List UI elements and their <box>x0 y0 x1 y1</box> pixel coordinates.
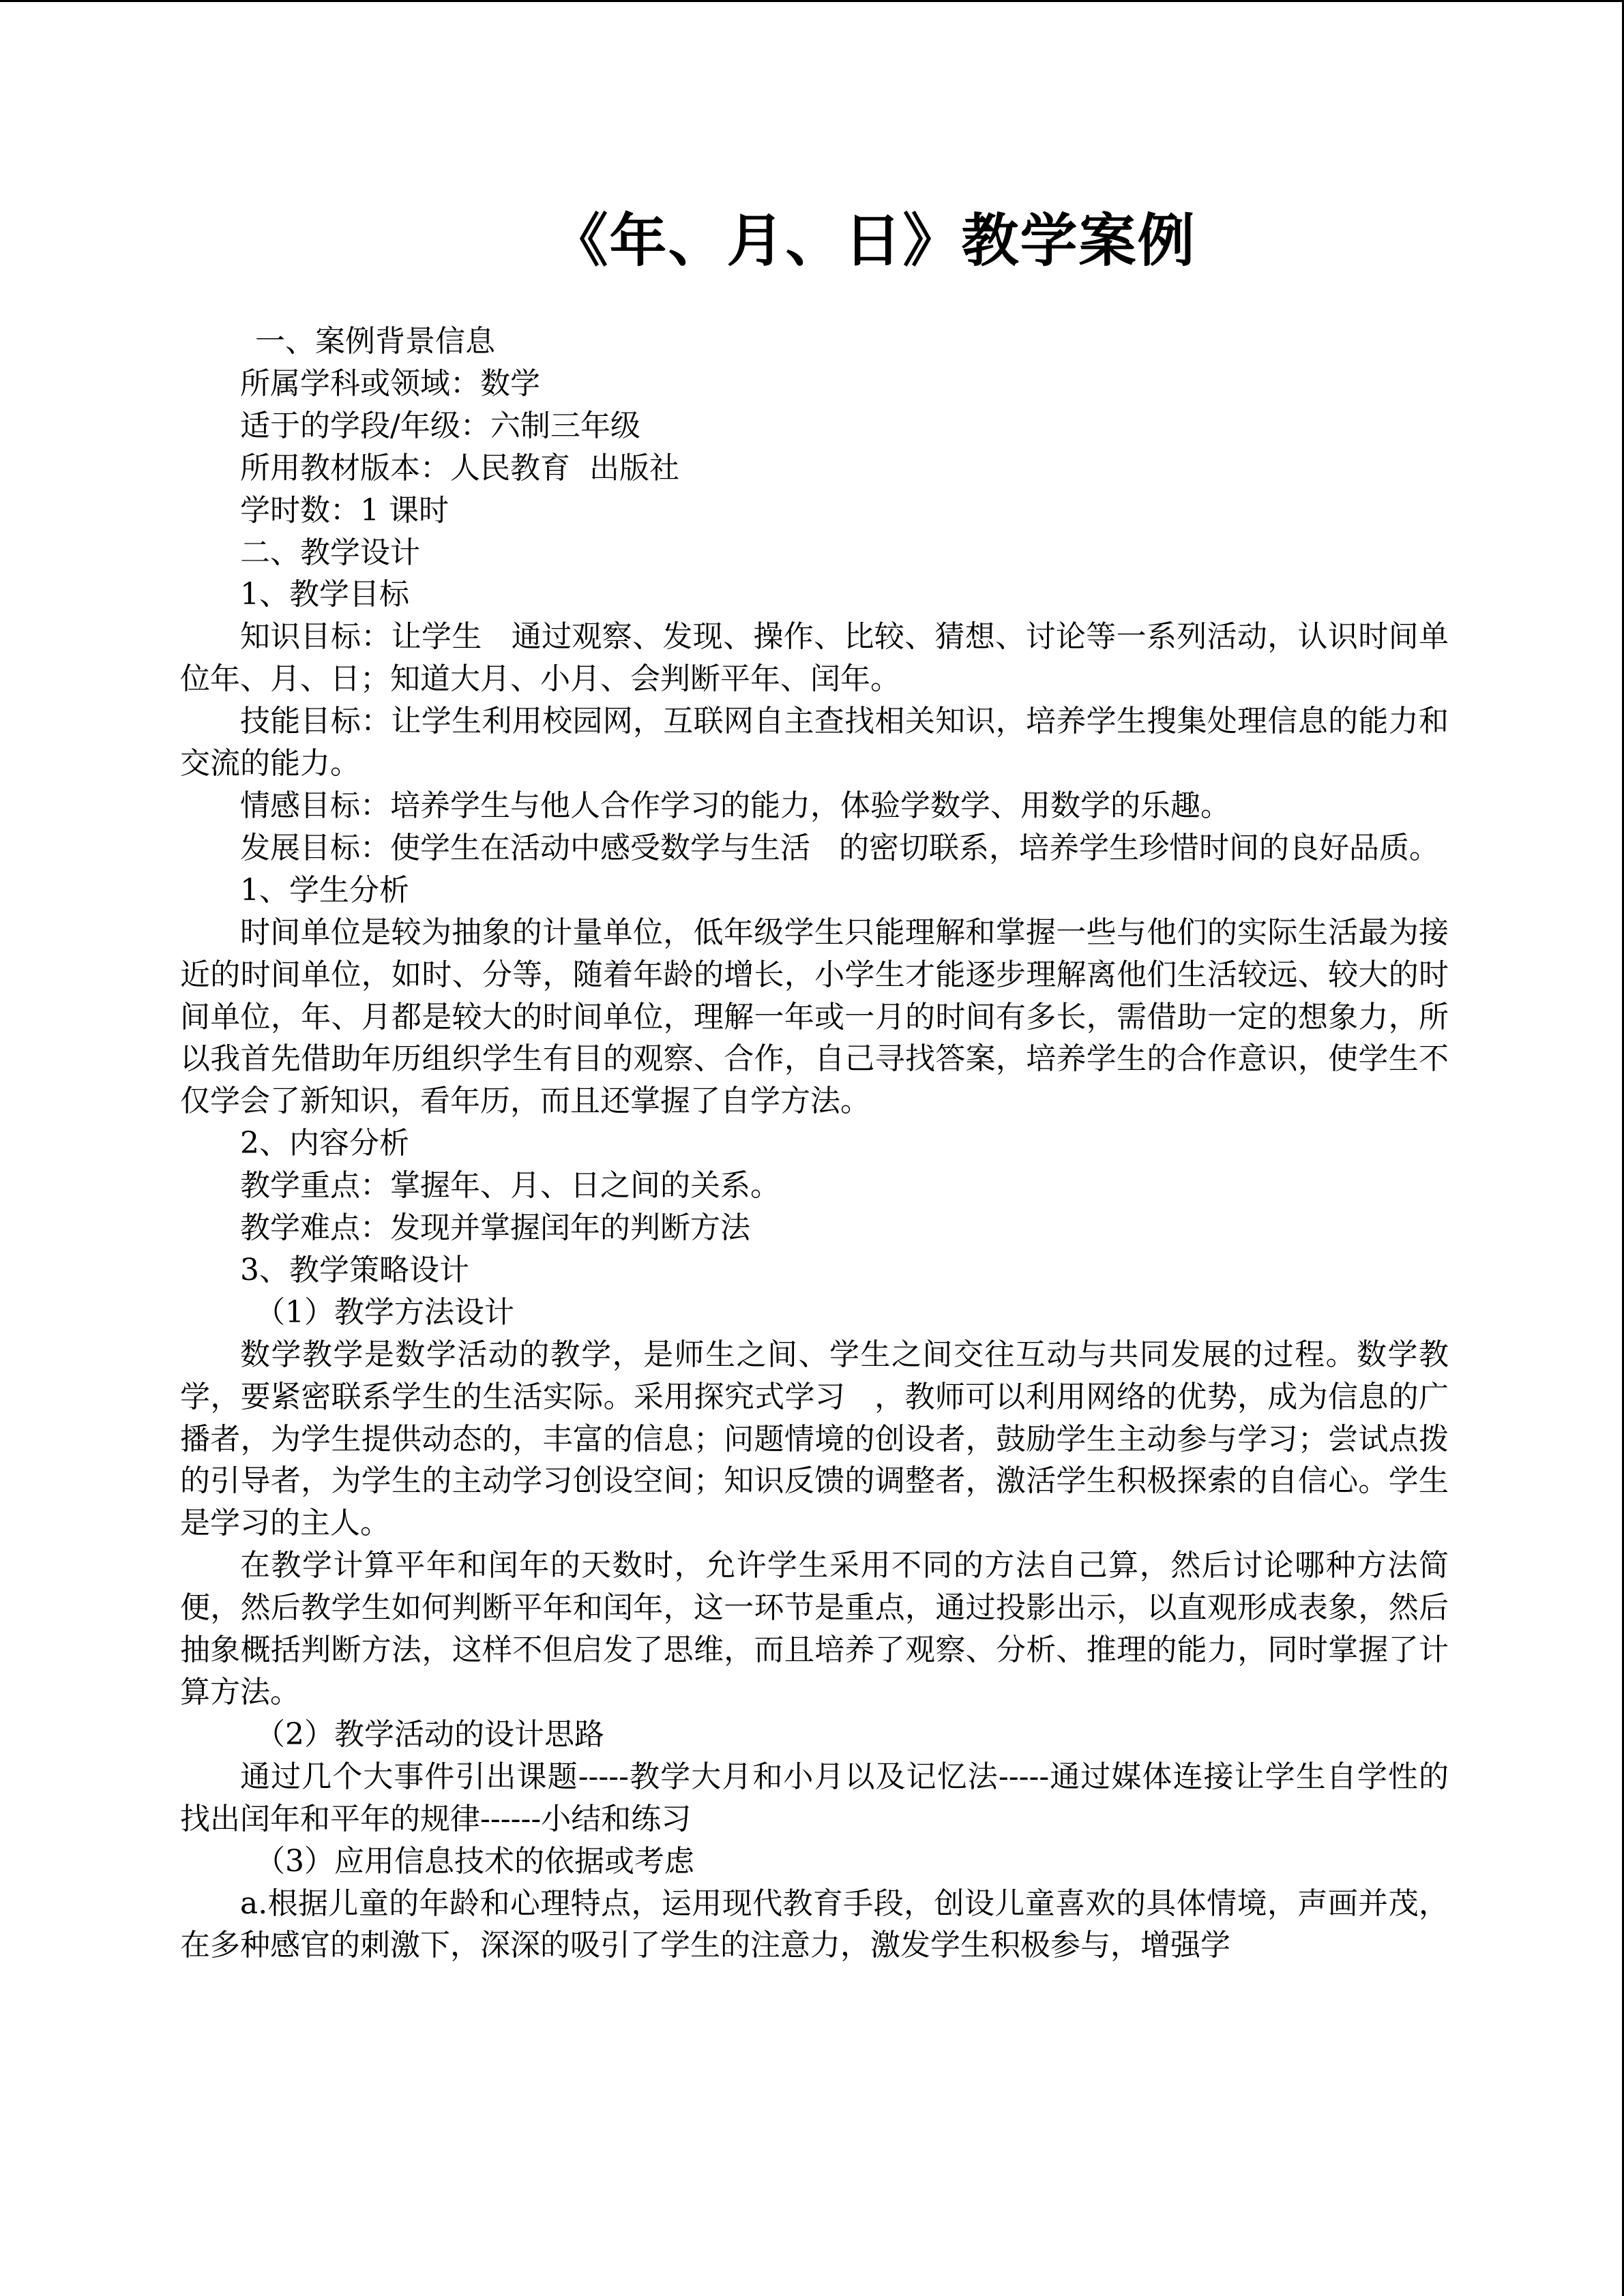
paragraph: 通过几个大事件引出课题-----教学大月和小月以及记忆法-----通过媒体连接让学生自学性的找出闰年和平年的规律------小结和练习 <box>180 1759 1449 1836</box>
paragraph: 情感目标：培养学生与他人合作学习的能力，体验学数学、用数学的乐趣。 <box>240 788 1230 823</box>
paragraph: 二、教学设计 <box>240 535 420 570</box>
page-border-top <box>0 0 1624 2</box>
paragraph: 教学难点：发现并掌握闰年的判断方法 <box>240 1210 750 1246</box>
paragraph: 在教学计算平年和闰年的天数时，允许学生采用不同的方法自己算，然后讨论哪种方法简便，然后教学生如何判断平年和闰年，这一环节是重点，通过投影出示，以直观形成表象，然后抽象概括判断方法，这样不但启发了思维，而且培养了观察、分析、推理的能力，同时掌握了计算方法。 <box>180 1548 1449 1710</box>
paragraph: 1、学生分析 <box>240 872 409 908</box>
paragraph: 2、内容分析 <box>240 1126 409 1161</box>
paragraph: 教学重点：掌握年、月、日之间的关系。 <box>240 1168 780 1204</box>
paragraph: 学时数：1 课时 <box>240 492 449 528</box>
paragraph: 1、教学目标 <box>240 577 409 612</box>
paragraph: （2）教学活动的设计思路 <box>255 1716 604 1752</box>
paragraph: a.根据儿童的年龄和心理特点，运用现代教育手段，创设儿童喜欢的具体情境，声画并茂，在多种感官的刺激下，深深的吸引了学生的注意力，激发学生积极参与，增强学 <box>180 1885 1449 1963</box>
paragraph: 发展目标：使学生在活动中感受数学与生活 的密切联系，培养学生珍惜时间的良好品质。 <box>240 830 1439 865</box>
document-title: 《年、月、日》教学案例 <box>550 207 1196 274</box>
paragraph: 所属学科或领域：数学 <box>240 366 540 401</box>
paragraph: 知识目标：让学生 通过观察、发现、操作、比较、猜想、讨论等一系列活动，认识时间单位年、月、日；知道大月、小月、会判断平年、闰年。 <box>180 619 1449 697</box>
paragraph: 技能目标：让学生利用校园网，互联网自主查找相关知识，培养学生搜集处理信息的能力和交流的能力。 <box>180 704 1449 781</box>
paragraph: 一、案例背景信息 <box>255 324 495 359</box>
paragraph: （3）应用信息技术的依据或考虑 <box>255 1843 694 1879</box>
document-body <box>180 320 1449 1967</box>
paragraph: 适于的学段/年级：六制三年级 <box>240 408 640 443</box>
paragraph: （1）教学方法设计 <box>255 1294 514 1330</box>
paragraph: 3、教学策略设计 <box>240 1252 469 1287</box>
paragraph: 时间单位是较为抽象的计量单位，低年级学生只能理解和掌握一些与他们的实际生活最为接近的时间单位，如时、分等，随着年龄的增长，小学生才能逐步理解离他们生活较远、较大的时间单位，年、月都是较大的时间单位，理解一年或一月的时间有多长，需借助一定的想象力，所以我首先借助年历组织学生有目的观察、合作，自己寻找答案，培养学生的合作意识，使学生不仅学会了新知识，看年历，而且还掌握了自学方法。 <box>180 914 1449 1119</box>
paragraph: 所用教材版本：人民教育 出版社 <box>240 450 679 486</box>
paragraph: 数学教学是数学活动的教学，是师生之间、学生之间交往互动与共同发展的过程。数学教学，要紧密联系学生的生活实际。采用探究式学习 ，教师可以利用网络的优势，成为信息的广播者，为学生提供动态的，丰富的信息；问题情境的创设者，鼓励学生主动参与学习；尝试点拨的引导者，为学生的主动学习创设空间；知识反馈的调整者，激活学生积极探索的自信心。学生是学习的主人。 <box>180 1337 1449 1541</box>
